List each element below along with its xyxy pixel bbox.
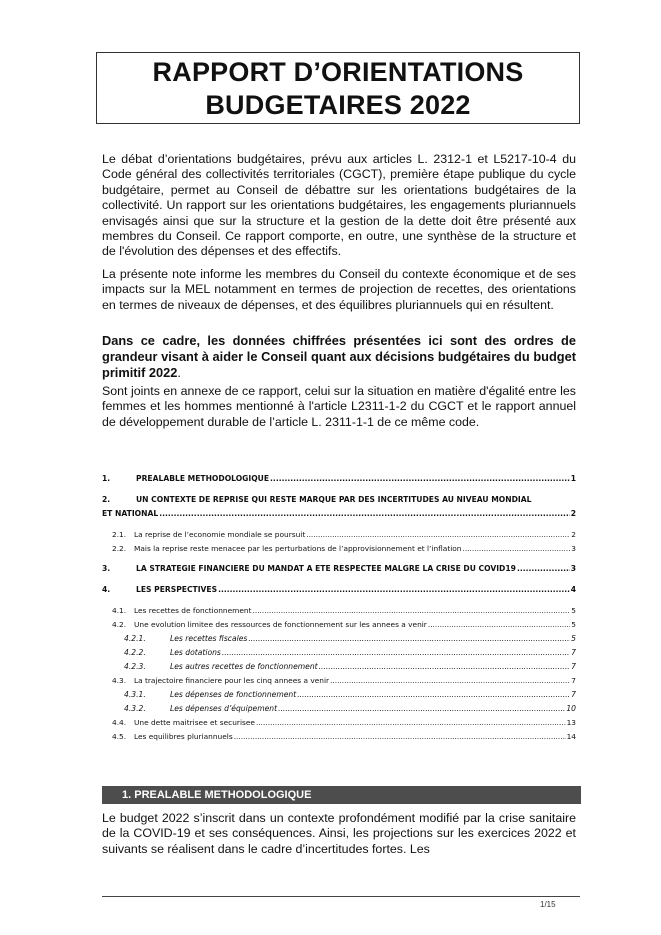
toc-item-number: 4.	[102, 585, 111, 594]
toc-item-3[interactable]	[102, 564, 576, 573]
toc-item-text: LES PERSPECTIVES	[136, 585, 218, 594]
toc-item-2-1[interactable]	[112, 530, 576, 539]
toc-item-2-continued[interactable]	[102, 509, 576, 518]
toc-item-text: La trajectoire financiere pour les cinq annees a venir	[134, 676, 330, 685]
toc-item-4-2[interactable]	[112, 620, 576, 629]
toc-item-page: 7	[571, 676, 576, 685]
toc-item-page: 2	[570, 509, 576, 518]
toc-item-number: 3.	[102, 564, 111, 573]
toc-item-text: Les recettes fiscales	[170, 634, 248, 643]
toc-item-text: La reprise de l’economie mondiale se poursuit	[134, 530, 306, 539]
toc-item-number: 4.5.	[112, 732, 127, 741]
toc-item-4-2-2[interactable]	[124, 648, 576, 657]
toc-item-text: Les dépenses de fonctionnement	[170, 690, 297, 699]
document-title-box	[96, 52, 580, 124]
toc-item-2-2[interactable]	[112, 544, 576, 553]
toc-item-page: 3	[571, 544, 576, 553]
toc-item-page: 4	[570, 585, 576, 594]
toc-item-page: 5	[571, 634, 576, 643]
intro-paragraph-4: Sont joints en annexe de ce rapport, celui sur la situation en matière d'égalité entre les femmes et les hommes mentionné à l'article L2311-1-2 du CGCT et le rapport annuel de développement durable de l’article L. 2311-1-1 de ce même code.	[102, 384, 576, 429]
footer-divider	[102, 896, 580, 897]
toc-item-number: 4.2.2.	[124, 648, 146, 657]
toc-item-number: 4.1.	[112, 606, 127, 615]
toc-item-text: Une dette maitrisee et securisee	[134, 718, 255, 727]
toc-item-page: 7	[571, 662, 576, 671]
toc-item-1[interactable]	[102, 474, 576, 483]
toc-item-text: UN CONTEXTE DE REPRISE QUI RESTE MARQUE PAR DES INCERTITUDES AU NIVEAU MONDIAL	[136, 495, 532, 504]
document-title-line2: BUDGETAIRES 2022	[205, 90, 471, 120]
toc-item-page: 2	[571, 530, 576, 539]
toc-item-4-3-1[interactable]	[124, 690, 576, 699]
toc-item-text: Les recettes de fonctionnement	[134, 606, 252, 615]
toc-item-page: 7	[571, 648, 576, 657]
section-1-paragraph: Le budget 2022 s’inscrit dans un contexte profondément modifié par la crise sanitaire de la COVID-19 et ses conséquences. Ainsi, les projections sur les exercices 2022 et suivants se réalisent dans le cadre d’incertitudes fortes. Les	[102, 811, 576, 856]
toc-item-4[interactable]	[102, 585, 576, 594]
toc-item-text: Une evolution limitee des ressources de fonctionnement sur les annees a venir	[134, 620, 427, 629]
toc-item-number: 4.2.	[112, 620, 127, 629]
toc-item-text: Mais la reprise reste menacee par les perturbations de l’approvisionnement et l’inflation	[134, 544, 462, 553]
toc-item-page: 1	[570, 474, 576, 483]
toc-item-number: 4.2.1.	[124, 634, 146, 643]
toc-item-number: 4.3.1.	[124, 690, 146, 699]
toc-item-page: 14	[566, 732, 576, 741]
toc-item-number: 2.2.	[112, 544, 127, 553]
toc-item-text: Les equilibres pluriannuels	[134, 732, 233, 741]
toc-item-text-continued: ET NATIONAL	[102, 509, 159, 518]
toc-item-number: 1.	[102, 474, 111, 483]
toc-item-2[interactable]	[102, 495, 576, 504]
toc-item-page: 5	[571, 606, 576, 615]
intro-paragraph-1: Le débat d’orientations budgétaires, prévu aux articles L. 2312-1 et L5217-10-4 du Code général des collectivités territoriales (CGCT), première étape publique du cycle budgétaire, permet au Conseil de débattre sur les orientations budgétaires de la collectivité. Un rapport sur les orientations budgétaires, les engagements pluriannuels envisagés ainsi que sur la structure et la gestion de la dette doit être présenté aux membres du Conseil. Ce rapport comporte, en outre, une synthèse de la structure et de l'évolution des dépenses et des effectifs.	[102, 152, 576, 259]
toc-item-4-3[interactable]	[112, 676, 576, 685]
intro-paragraph-3-end: .	[177, 365, 181, 380]
toc-item-number: 2.	[102, 495, 111, 504]
toc-item-text: Les dotations	[170, 648, 221, 657]
toc-item-number: 2.1.	[112, 530, 127, 539]
intro-paragraph-3	[102, 333, 576, 381]
toc-item-4-5[interactable]	[112, 732, 576, 741]
toc-item-text: Les autres recettes de fonctionnement	[170, 662, 318, 671]
intro-paragraph-2: La présente note informe les membres du Conseil du contexte économique et de ses impacts sur la MEL notamment en termes de projection de recettes, des orientations en termes de niveaux de dépenses, et des équilibres pluriannuels qui en résultent.	[102, 267, 576, 312]
toc-item-4-1[interactable]	[112, 606, 576, 615]
toc-item-number: 4.3.	[112, 676, 127, 685]
section-heading-bar: 1. PREALABLE METHODOLOGIQUE	[102, 786, 581, 804]
toc-item-number: 4.3.2.	[124, 704, 146, 713]
toc-item-page: 3	[570, 564, 576, 573]
toc-item-text: PREALABLE METHODOLOGIQUE	[136, 474, 270, 483]
toc-item-page: 10	[566, 704, 576, 713]
toc-item-number: 4.2.3.	[124, 662, 146, 671]
toc-item-4-2-3[interactable]	[124, 662, 576, 671]
toc-item-4-4[interactable]	[112, 718, 576, 727]
toc-item-number: 4.4.	[112, 718, 127, 727]
toc-item-page: 5	[571, 620, 576, 629]
page-number: 1/15	[540, 900, 556, 909]
toc-item-4-3-2[interactable]	[124, 704, 576, 713]
toc-item-page: 13	[566, 718, 576, 727]
toc-item-4-2-1[interactable]	[124, 634, 576, 643]
toc-item-page: 7	[571, 690, 576, 699]
intro-paragraph-3-text: Dans ce cadre, les données chiffrées présentées ici sont des ordres de grandeur visant à aider le Conseil quant aux décisions budgétaires du budget primitif 2022	[102, 333, 576, 380]
toc-item-text: Les dépenses d’équipement	[170, 704, 278, 713]
document-title-line1: RAPPORT D’ORIENTATIONS	[152, 57, 524, 87]
toc-item-text: LA STRATEGIE FINANCIERE DU MANDAT A ETE RESPECTEE MALGRE LA CRISE DU COVID19	[136, 564, 516, 573]
